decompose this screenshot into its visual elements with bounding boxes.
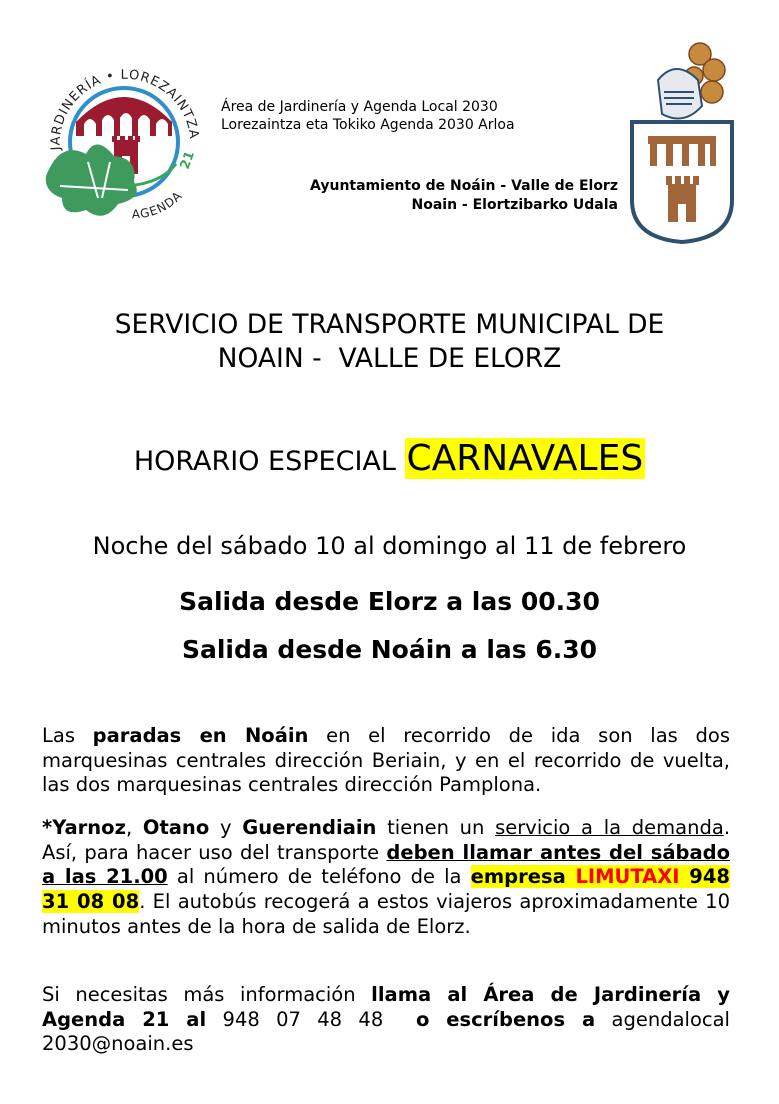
- p3-email: agendalocal 2030@noain.es: [42, 1007, 730, 1056]
- logo-jardineria-agenda21: [40, 58, 210, 228]
- p2-limutaxi: LIMUTAXI: [575, 865, 680, 889]
- p3-escribenos: o escríbenos a: [415, 1007, 596, 1031]
- logo-bottom-text: AGENDA: [131, 188, 186, 222]
- p3-t1: Si necesitas más información: [42, 983, 372, 1006]
- header-ayto-line1: Ayuntamiento de Noáin - Valle de Elorz: [310, 178, 618, 194]
- horario-prefix: HORARIO ESPECIAL: [133, 446, 396, 477]
- p2-deben-llamar: deben llamar antes del sábado a las 21.00: [42, 840, 731, 889]
- p2-empresa: empresa: [470, 865, 576, 889]
- header-area-block: [221, 98, 515, 134]
- title-line2: NOAIN - VALLE DE ELORZ: [217, 343, 562, 374]
- salida-noain: Salida desde Noáin a las 6.30: [181, 635, 598, 664]
- header-area-line2: Lorezaintza eta Tokiko Agenda 2030 Arloa: [221, 117, 515, 133]
- p1-text-a: Las: [42, 724, 93, 747]
- p2-phone: 948 31 08 08: [42, 865, 730, 914]
- p2-t4: . Así, para hacer uso del transporte: [42, 816, 731, 864]
- salida-elorz: Salida desde Elorz a las 00.30: [179, 587, 600, 616]
- p2-t6: . El autobús recogerá a estos viajeros aproximadamente 10 minutos antes de la hora de salida de Elorz.: [42, 890, 730, 938]
- logo-number: 21: [177, 149, 198, 172]
- horario-heading: [0, 437, 779, 484]
- p3-phone: 948 07 48 48: [206, 1007, 416, 1031]
- header-area-line1: Área de Jardinería y Agenda Local 2030: [221, 99, 498, 115]
- header-ayto-line2: Noain - Elortzibarko Udala: [411, 197, 618, 213]
- p2-guerendiain: Guerendiain: [242, 816, 377, 839]
- p3-llama: llama al Área de Jardinería y Agenda 21 al: [42, 983, 730, 1031]
- title-line1: SERVICIO DE TRANSPORTE MUNICIPAL DE: [114, 309, 665, 340]
- fecha-noche: Noche del sábado 10 al domingo al 11 de febrero: [92, 532, 687, 560]
- p1-bold: paradas en Noáin: [92, 724, 309, 747]
- horario-highlight: CARNAVALES: [406, 438, 644, 479]
- p2-t3: tienen un: [376, 816, 496, 839]
- coat-of-arms-svg: [624, 40, 740, 246]
- paragraph-informacion: [42, 983, 730, 1057]
- p2-yarnoz: *Yarnoz: [42, 816, 126, 839]
- p2-t1: ,: [125, 816, 143, 839]
- p2-servicio-demanda: servicio a la demanda: [495, 816, 724, 839]
- logo-noain-coat-of-arms: [624, 40, 740, 246]
- paragraph-servicio-demanda: [42, 816, 730, 940]
- p1-text-c: en el recorrido de ida son las dos marquesinas centrales dirección Beriain, y en el recorrido de vuelta, las dos marquesinas centrales dirección Pamplona.: [42, 724, 730, 797]
- page-title: [0, 308, 779, 376]
- p2-otano: Otano: [142, 816, 210, 839]
- paragraph-paradas: [42, 724, 730, 798]
- header-ayuntamiento-block: [310, 177, 618, 215]
- logo-ring-text: JARDINERÍA • LOREZAINTZA: [48, 67, 202, 151]
- p2-t2: y: [209, 816, 243, 839]
- p2-t5: al número de teléfono de la: [167, 865, 471, 889]
- agenda21-emblem-svg: [40, 58, 210, 228]
